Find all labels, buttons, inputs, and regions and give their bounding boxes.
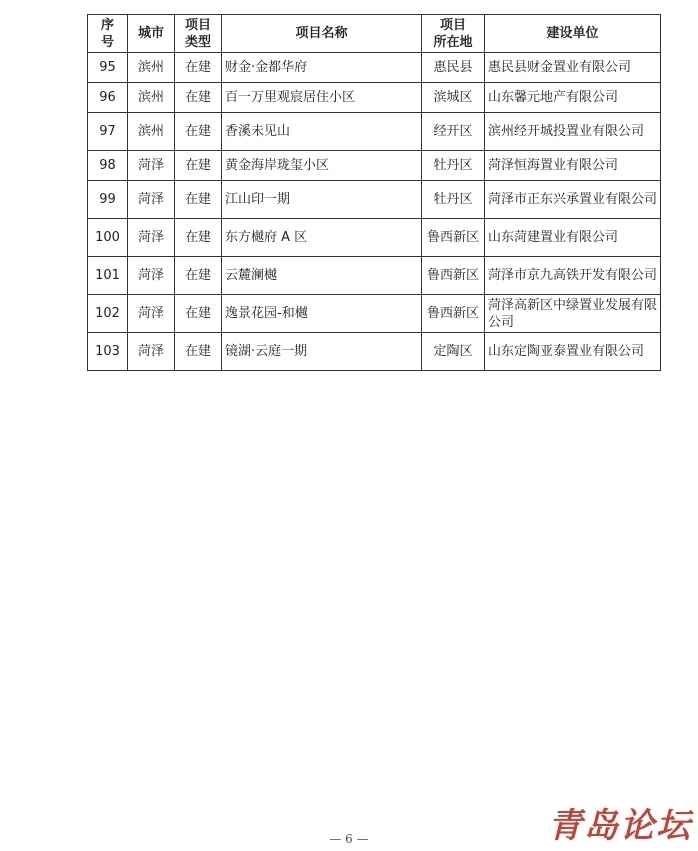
cell-seq: 102 — [88, 295, 128, 333]
cell-city: 菏泽 — [128, 333, 175, 371]
cell-location: 惠民县 — [422, 53, 485, 83]
cell-builder: 菏泽市正东兴承置业有限公司 — [485, 181, 661, 219]
cell-type: 在建 — [175, 53, 222, 83]
cell-location: 定陶区 — [422, 333, 485, 371]
table-row — [88, 333, 661, 371]
cell-city: 滨州 — [128, 53, 175, 83]
header-row — [88, 15, 661, 53]
cell-name: 云麓澜樾 — [222, 257, 422, 295]
cell-name: 东方樾府 A 区 — [222, 219, 422, 257]
cell-seq: 96 — [88, 83, 128, 113]
table-row — [88, 53, 661, 83]
cell-city: 菏泽 — [128, 151, 175, 181]
cell-seq: 101 — [88, 257, 128, 295]
cell-location: 牡丹区 — [422, 151, 485, 181]
cell-seq: 103 — [88, 333, 128, 371]
cell-type: 在建 — [175, 295, 222, 333]
cell-location: 经开区 — [422, 113, 485, 151]
cell-builder: 菏泽市京九高铁开发有限公司 — [485, 257, 661, 295]
cell-seq: 99 — [88, 181, 128, 219]
header-builder: 建设单位 — [485, 15, 661, 53]
cell-type: 在建 — [175, 113, 222, 151]
cell-city: 滨州 — [128, 113, 175, 151]
cell-seq: 100 — [88, 219, 128, 257]
cell-name: 财金·金都华府 — [222, 53, 422, 83]
cell-location: 鲁西新区 — [422, 295, 485, 333]
cell-name: 黄金海岸珑玺小区 — [222, 151, 422, 181]
cell-name: 香溪未见山 — [222, 113, 422, 151]
cell-builder: 菏泽高新区中绿置业发展有限公司 — [485, 295, 661, 333]
header-location: 项目 所在地 — [422, 15, 485, 53]
cell-type: 在建 — [175, 151, 222, 181]
header-seq: 序 号 — [88, 15, 128, 53]
cell-name: 江山印一期 — [222, 181, 422, 219]
cell-name: 逸景花园-和樾 — [222, 295, 422, 333]
cell-city: 菏泽 — [128, 219, 175, 257]
page-number: — 6 — — [329, 832, 369, 846]
cell-seq: 97 — [88, 113, 128, 151]
cell-type: 在建 — [175, 219, 222, 257]
cell-city: 菏泽 — [128, 295, 175, 333]
cell-seq: 95 — [88, 53, 128, 83]
cell-type: 在建 — [175, 257, 222, 295]
cell-builder: 滨州经开城投置业有限公司 — [485, 113, 661, 151]
cell-builder: 惠民县财金置业有限公司 — [485, 53, 661, 83]
cell-type: 在建 — [175, 333, 222, 371]
table-row — [88, 257, 661, 295]
cell-seq: 98 — [88, 151, 128, 181]
cell-builder: 菏泽恒海置业有限公司 — [485, 151, 661, 181]
cell-name: 镜湖·云庭一期 — [222, 333, 422, 371]
cell-type: 在建 — [175, 83, 222, 113]
table-row — [88, 83, 661, 113]
forum-watermark-logo: 青岛论坛 — [548, 806, 692, 846]
cell-name: 百一万里观宸居住小区 — [222, 83, 422, 113]
header-city: 城市 — [128, 15, 175, 53]
header-name: 项目名称 — [222, 15, 422, 53]
header-type: 项目 类型 — [175, 15, 222, 53]
table-row — [88, 151, 661, 181]
cell-location: 牡丹区 — [422, 181, 485, 219]
table-row — [88, 181, 661, 219]
table-row — [88, 113, 661, 151]
cell-type: 在建 — [175, 181, 222, 219]
table-row — [88, 295, 661, 333]
cell-location: 鲁西新区 — [422, 219, 485, 257]
cell-city: 滨州 — [128, 83, 175, 113]
cell-builder: 山东馨元地产有限公司 — [485, 83, 661, 113]
cell-city: 菏泽 — [128, 257, 175, 295]
projects-table — [87, 14, 661, 371]
cell-builder: 山东定陶亚泰置业有限公司 — [485, 333, 661, 371]
cell-builder: 山东菏建置业有限公司 — [485, 219, 661, 257]
cell-location: 滨城区 — [422, 83, 485, 113]
table-row — [88, 219, 661, 257]
cell-location: 鲁西新区 — [422, 257, 485, 295]
cell-city: 菏泽 — [128, 181, 175, 219]
